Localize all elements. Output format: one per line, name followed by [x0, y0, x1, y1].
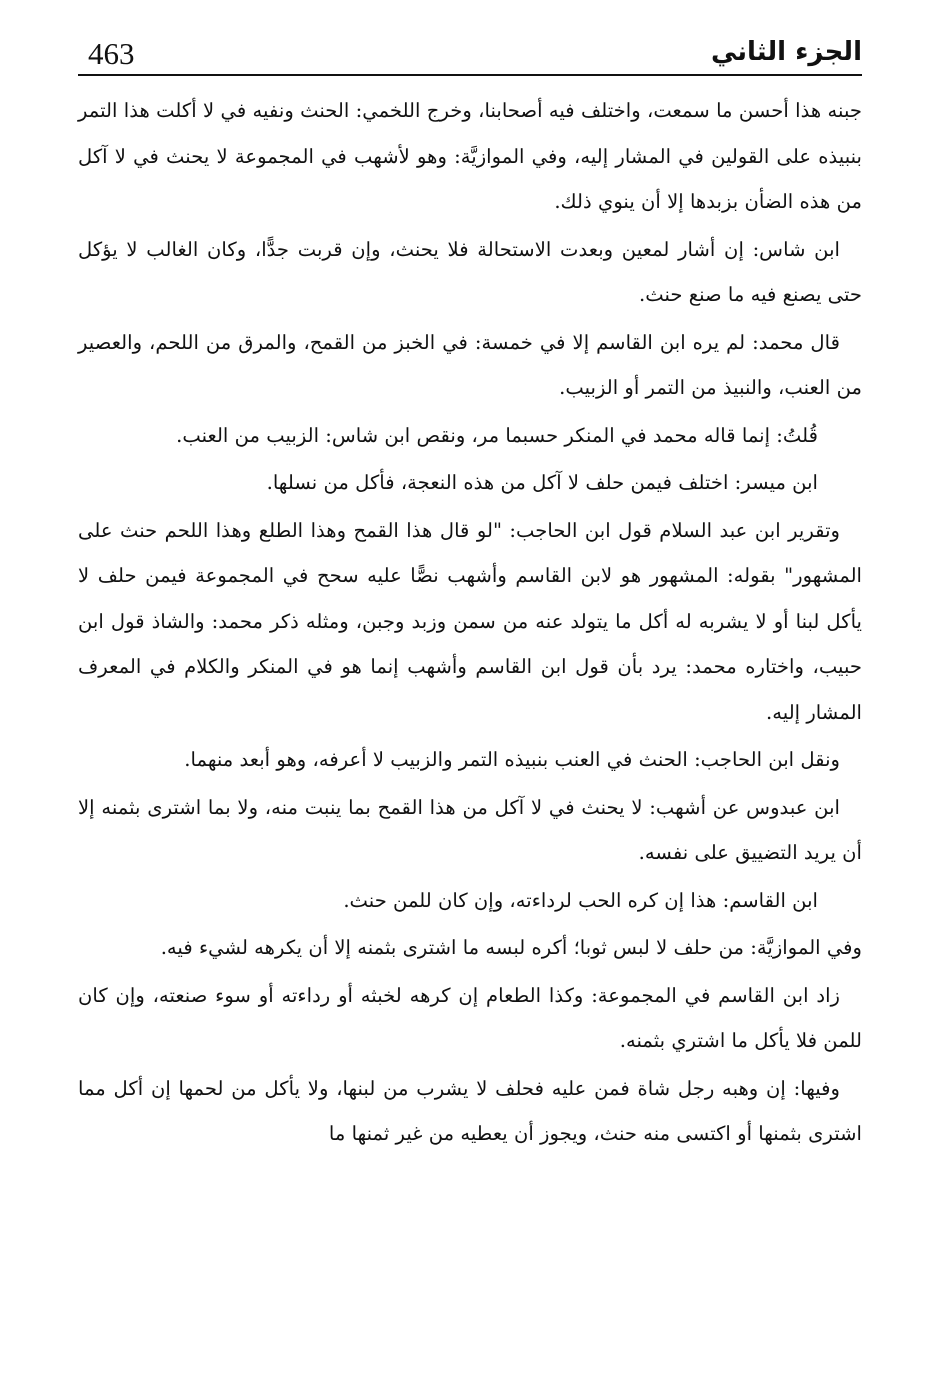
- paragraph: وتقرير ابن عبد السلام قول ابن الحاجب: "لو قال هذا القمح وهذا الطلع وهذا اللحم حنث على المشهور" بقوله: المشهور هو لابن القاسم وأشهب نصًّا عليه سحح في المجموعة فيمن حلف لا يأكل لبنا أو لا يشربه له أكل ما يتولد عنه من سمن وزبد وجبن، ومثله ذكر محمد: والشاذ قول ابن حبيب، واختاره محمد: يرد بأن قول ابن القاسم وأشهب إنما هو في المنكر والكلام في المعرف المشار إليه.: [78, 518, 862, 724]
- paragraph: ابن شاس: إن أشار لمعين وبعدت الاستحالة فلا يحنث، وإن قربت جدًّا، وكان الغالب لا يؤكل حتى يصنع فيه ما صنع حنث.: [78, 237, 862, 306]
- paragraph: جبنه هذا أحسن ما سمعت، واختلف فيه أصحابنا، وخرج اللخمي: الحنث ونفيه في لا أكلت هذا التمر بنبيذه على القولين في المشار إليه، وفي الموازيَّة: وهو لأشهب في المجموعة لا يحنث في لا آكل من هذه الضأن بزبدها إلا أن ينوي ذلك.: [78, 99, 862, 213]
- page-number: 463: [88, 36, 135, 71]
- paragraph: ابن عبدوس عن أشهب: لا يحنث في لا آكل من هذا القمح بما ينبت منه، ولا بما اشترى بثمنه إلا أن يريد التضييق على نفسه.: [78, 795, 862, 864]
- body-text: [78, 88, 862, 1157]
- page-header: [78, 28, 862, 80]
- paragraph: وفي الموازيَّة: من حلف لا لبس ثوبا؛ أكره لبسه ما اشترى بثمنه إلا أن يكرهه لشيء فيه.: [160, 936, 862, 959]
- paragraph: ابن القاسم: هذا إن كره الحب لرداءته، وإن كان للمن حنث.: [343, 888, 818, 912]
- running-title: الجزء الثاني: [710, 37, 862, 67]
- paragraph: قُلتُ: إنما قاله محمد في المنكر حسبما مر، ونقص ابن شاس: الزبيب من العنب.: [176, 423, 818, 447]
- paragraph: قال محمد: لم يره ابن القاسم إلا في خمسة: في الخبز من القمح، والمرق من اللحم، والعصير من العنب، والنبيذ من التمر أو الزبيب.: [78, 330, 862, 399]
- paragraph: زاد ابن القاسم في المجموعة: وكذا الطعام إن كرهه لخبثه أو رداءته أو سوء صنعته، وإن كان للمن فلا يأكل ما اشتري بثمنه.: [78, 983, 862, 1052]
- paragraph: وفيها: إن وهبه رجل شاة فمن عليه فحلف لا يشرب من لبنها، ولا يأكل من لحمها إن أكل مما اشترى بثمنها أو اكتسى منه حنث، ويجوز أن يعطيه من غير ثمنها ما: [78, 1076, 862, 1145]
- header-rule: [78, 74, 862, 76]
- paragraph: ونقل ابن الحاجب: الحنث في العنب بنبيذه التمر والزبيب لا أعرفه، وهو أبعد منهما.: [184, 748, 840, 771]
- book-page: [78, 28, 862, 1368]
- paragraph: ابن ميسر: اختلف فيمن حلف لا آكل من هذه النعجة، فأكل من نسلها.: [266, 471, 818, 494]
